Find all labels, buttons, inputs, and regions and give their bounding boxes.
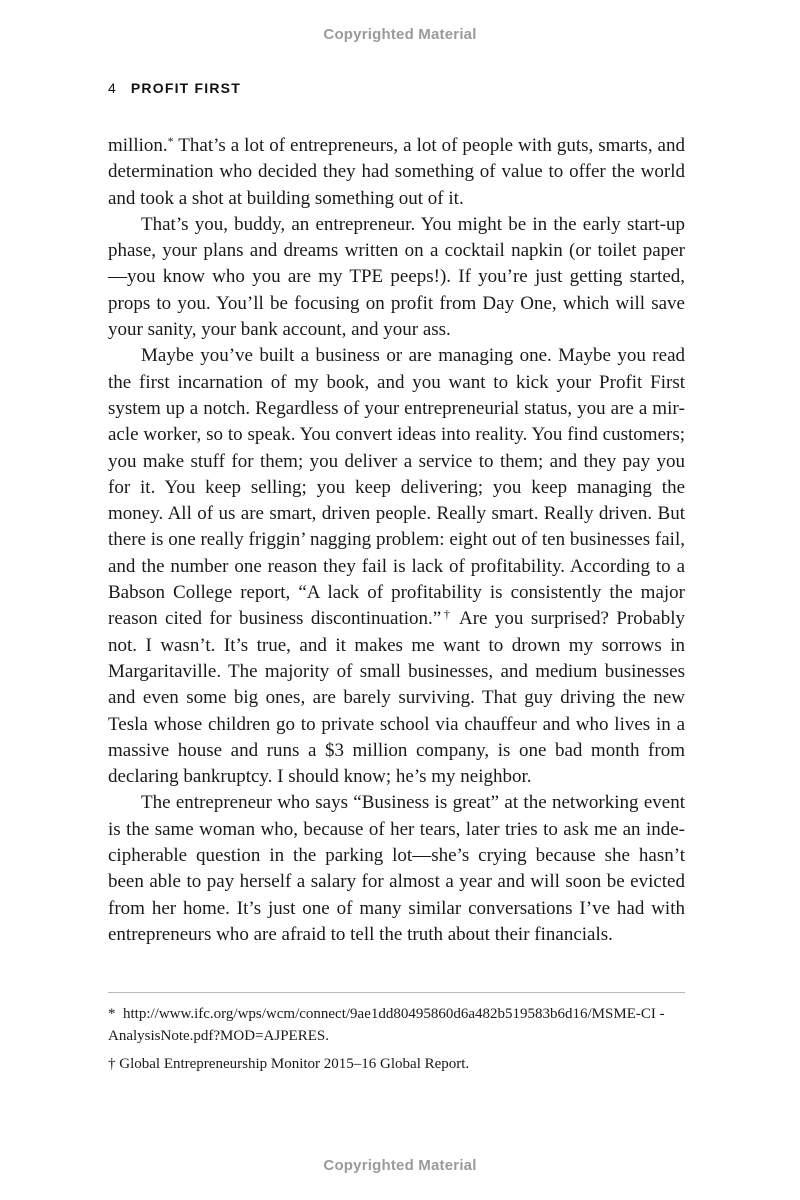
footnote-reference: † [441, 607, 453, 622]
footnote-reference: * [167, 134, 174, 148]
paragraph: The entrepreneur who says “Business is great” at the networking event is the same woman who, because of her tears, later tries to ask me an indecipherable question in the parking lot—she’s crying because she hasn’t been able to pay herself a salary for almost a year and will soon be evicted from her home. It’s just one of many similar conversations I’ve had with entrepreneurs who are afraid to tell the truth about their financials. [108, 792, 685, 945]
copyright-watermark-top: Copyrighted Material [323, 26, 477, 43]
paragraph: That’s you, buddy, an entrepreneur. You might be in the early start-up phase, your plans and dreams written on a cocktail napkin (or toilet paper—you know who you are my TPE peeps!). If you’re just getting started, props to you. You’ll be focusing on profit from Day One, which will save your sanity, your bank account, and your ass. [108, 213, 685, 341]
book-title: PROFIT FIRST [130, 80, 241, 96]
footnote-marker: * [108, 1006, 116, 1022]
running-header [108, 80, 241, 96]
footnote [108, 1053, 685, 1075]
paragraph-text: million. [108, 135, 168, 156]
footnote-text: Global Entrepreneurship Monitor 2015–16 Global Report. [119, 1056, 470, 1072]
paragraph [108, 343, 685, 790]
footnotes [108, 1003, 685, 1081]
paragraph-text: Maybe you’ve built a business or are managing one. Maybe you read the first incarnation of my book, and you want to kick your Profit First system up a notch. Regardless of your entrepreneurial status, you are a miracle worker, so to speak. You convert ideas into reality. You find customers; you make stuff for them; you deliver a service to them; and they pay you for it. You keep selling; you keep delivering; you keep managing the money. All of us are smart, driven people. Really smart. Really driven. But there is one really friggin’ nagging problem: eight out of ten businesses fail, and the number one reason they fail is lack of profitability. According to a Babson College report, “A lack of profitability is consistently the major reason cited for business discontinuation.” [108, 345, 685, 630]
footnote [108, 1003, 685, 1047]
body-text [108, 133, 685, 948]
paragraph [108, 133, 685, 212]
footnote-text: http://www.ifc.org/wps/wcm/connect/9ae1dd80495860d6a482b519583b6d16/MSME-CI -AnalysisNote.pdf?MOD=AJPERES. [108, 1006, 665, 1044]
footnote-divider [108, 992, 685, 993]
copyright-watermark-bottom: Copyrighted Material [323, 1157, 477, 1174]
paragraph-text: That’s a lot of entrepreneurs, a lot of people with guts, smarts, and determination who decided they had something of value to offer the world and took a shot at building something out of it. [108, 135, 685, 209]
page-number: 4 [108, 80, 116, 96]
footnote-marker: † [108, 1056, 116, 1072]
paragraph-text: Are you surprised? Probably not. I wasn’t. It’s true, and it makes me want to drown my sorrows in Margaritaville. The majority of small businesses, and medium businesses and even some big ones, are barely surviving. That guy driving the new Tesla whose children go to private school via chauffeur and who lives in a massive house and runs a $3 million company, is one bad month from declaring bankruptcy. I should know; he’s my neighbor. [108, 608, 685, 788]
